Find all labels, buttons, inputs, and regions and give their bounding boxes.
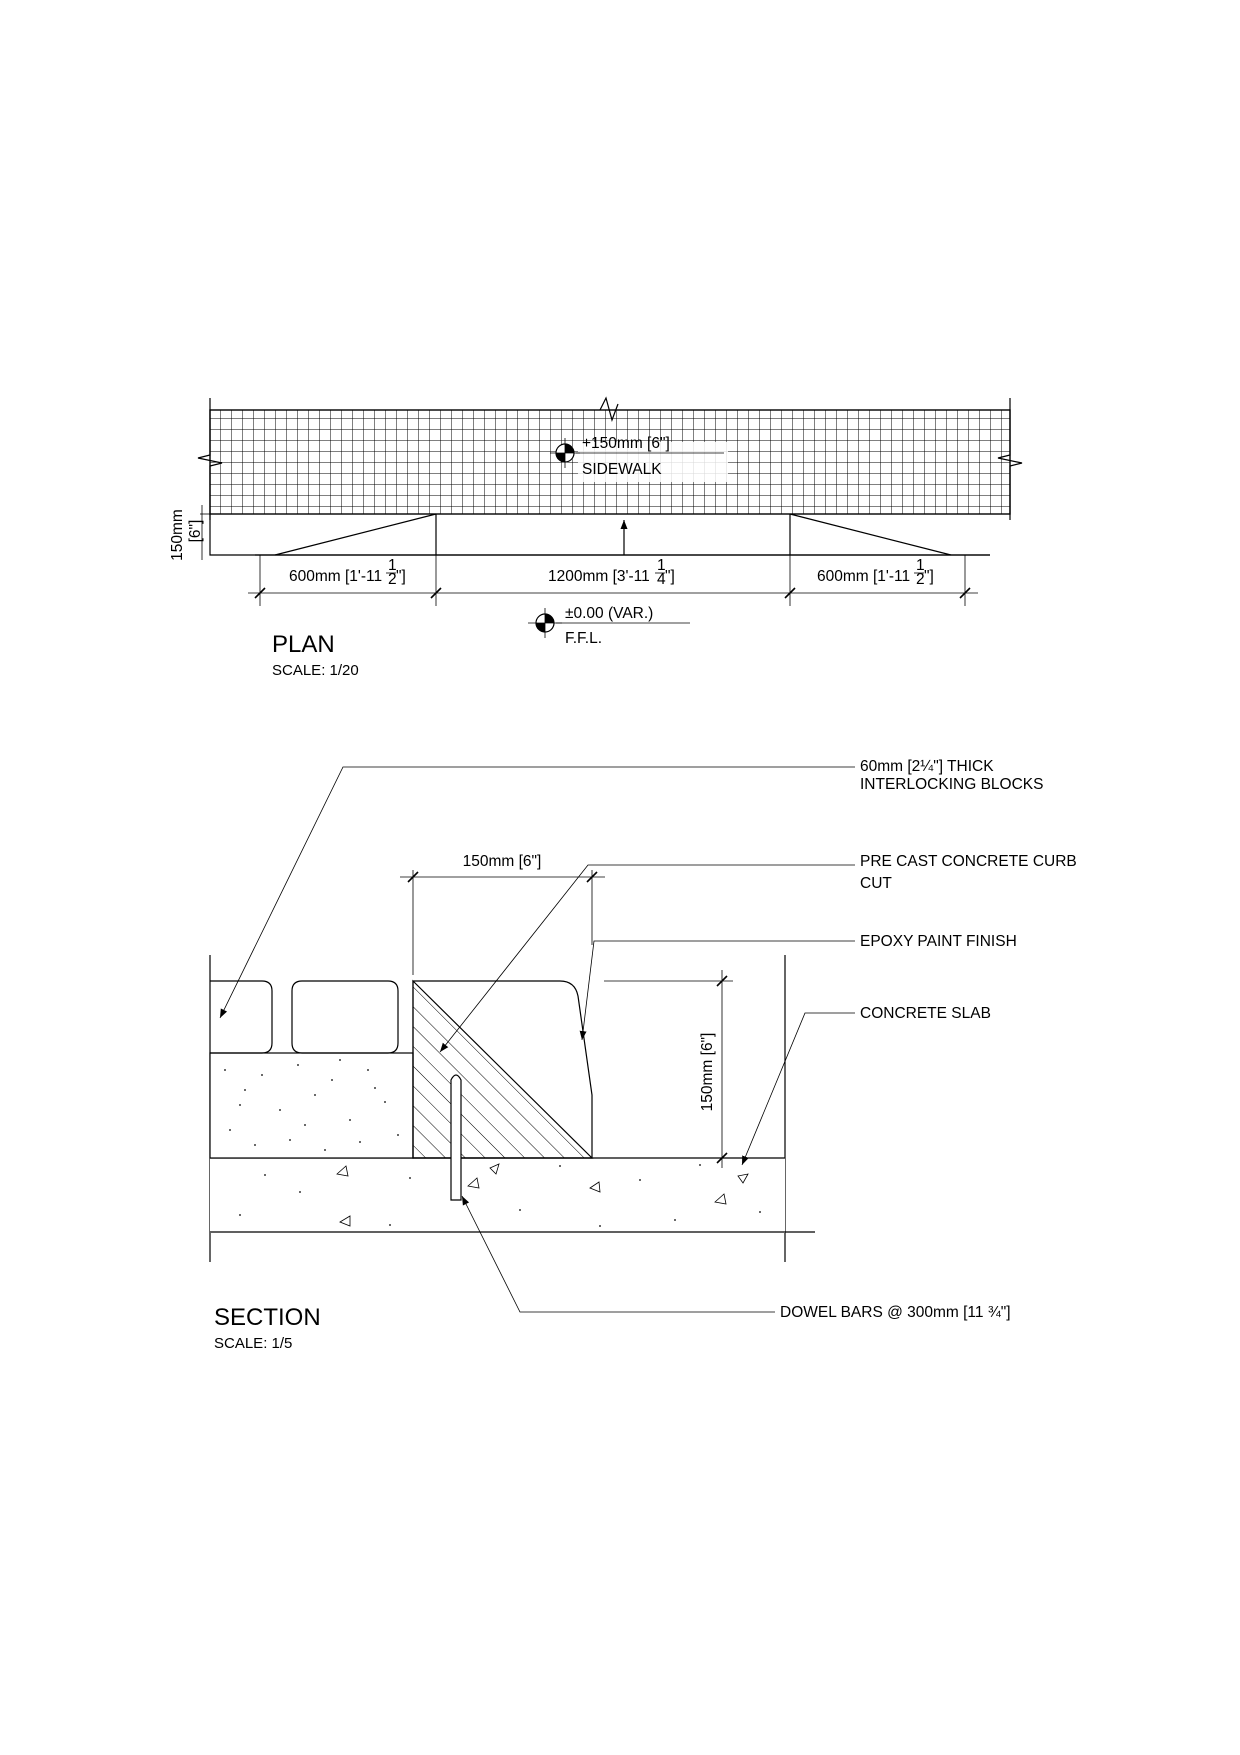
- label-blocks-line2: INTERLOCKING BLOCKS: [860, 776, 1044, 793]
- svg-text:1: 1: [916, 557, 925, 574]
- svg-text:±0.00 (VAR.): ±0.00 (VAR.): [565, 605, 654, 622]
- svg-text:1200mm [3'-11: 1200mm [3'-11: [548, 568, 650, 585]
- section-scale: SCALE: 1/5: [214, 1335, 293, 1352]
- level-marker-ffl: [528, 605, 690, 647]
- plan-scale: SCALE: 1/20: [272, 662, 359, 679]
- svg-text:"]: "]: [665, 568, 675, 585]
- plan-title: PLAN: [272, 631, 335, 658]
- curb-ramp-outline: [210, 514, 990, 555]
- leader-blocks: [220, 767, 855, 1018]
- label-dowel: DOWEL BARS @ 300mm [11 ¾"]: [780, 1304, 1011, 1321]
- curb-hatched-region: [413, 981, 592, 1158]
- interlocking-block-right: [292, 981, 398, 1053]
- curb-ramp-flare-left: [275, 514, 436, 555]
- svg-text:1: 1: [388, 557, 397, 574]
- label-blocks-line1: 60mm [2¼"] THICK: [860, 758, 994, 775]
- dim-width-label: 150mm [6"]: [462, 853, 542, 870]
- dim-vertical-in: [6"]: [187, 519, 204, 543]
- dim-vertical-mm: 150mm: [169, 509, 186, 561]
- section-title: SECTION: [214, 1304, 321, 1331]
- plan-view: [169, 398, 1022, 679]
- dowel-bar: [451, 1075, 461, 1200]
- label-curb-line2: CUT: [860, 875, 892, 892]
- label-epoxy: EPOXY PAINT FINISH: [860, 933, 1017, 950]
- svg-text:"]: "]: [924, 568, 934, 585]
- svg-text:600mm [1'-11: 600mm [1'-11: [289, 568, 383, 585]
- svg-text:4: 4: [657, 571, 666, 588]
- dim-label-600-right: [817, 557, 934, 588]
- svg-text:F.F.L.: F.F.L.: [565, 630, 603, 647]
- label-slab: CONCRETE SLAB: [860, 1005, 991, 1022]
- svg-text:SIDEWALK: SIDEWALK: [582, 461, 662, 478]
- leader-curb: [440, 865, 855, 1052]
- svg-text:2: 2: [916, 571, 925, 588]
- leader-epoxy: [582, 941, 855, 1040]
- svg-text:2: 2: [388, 571, 397, 588]
- svg-text:+150mm [6"]: +150mm [6"]: [582, 435, 670, 452]
- interlocking-block-left: [210, 981, 272, 1053]
- leader-slab: [742, 1013, 855, 1165]
- dim-height-label: 150mm [6"]: [699, 1032, 716, 1112]
- curb-ramp-flare-right: [790, 514, 951, 555]
- dim-label-600-left: [289, 557, 406, 588]
- dim-label-1200: [548, 557, 675, 588]
- svg-text:"]: "]: [396, 568, 406, 585]
- svg-text:600mm [1'-11: 600mm [1'-11: [817, 568, 911, 585]
- section-view: [210, 758, 1077, 1352]
- label-curb-line1: PRE CAST CONCRETE CURB: [860, 853, 1077, 870]
- svg-text:1: 1: [657, 557, 666, 574]
